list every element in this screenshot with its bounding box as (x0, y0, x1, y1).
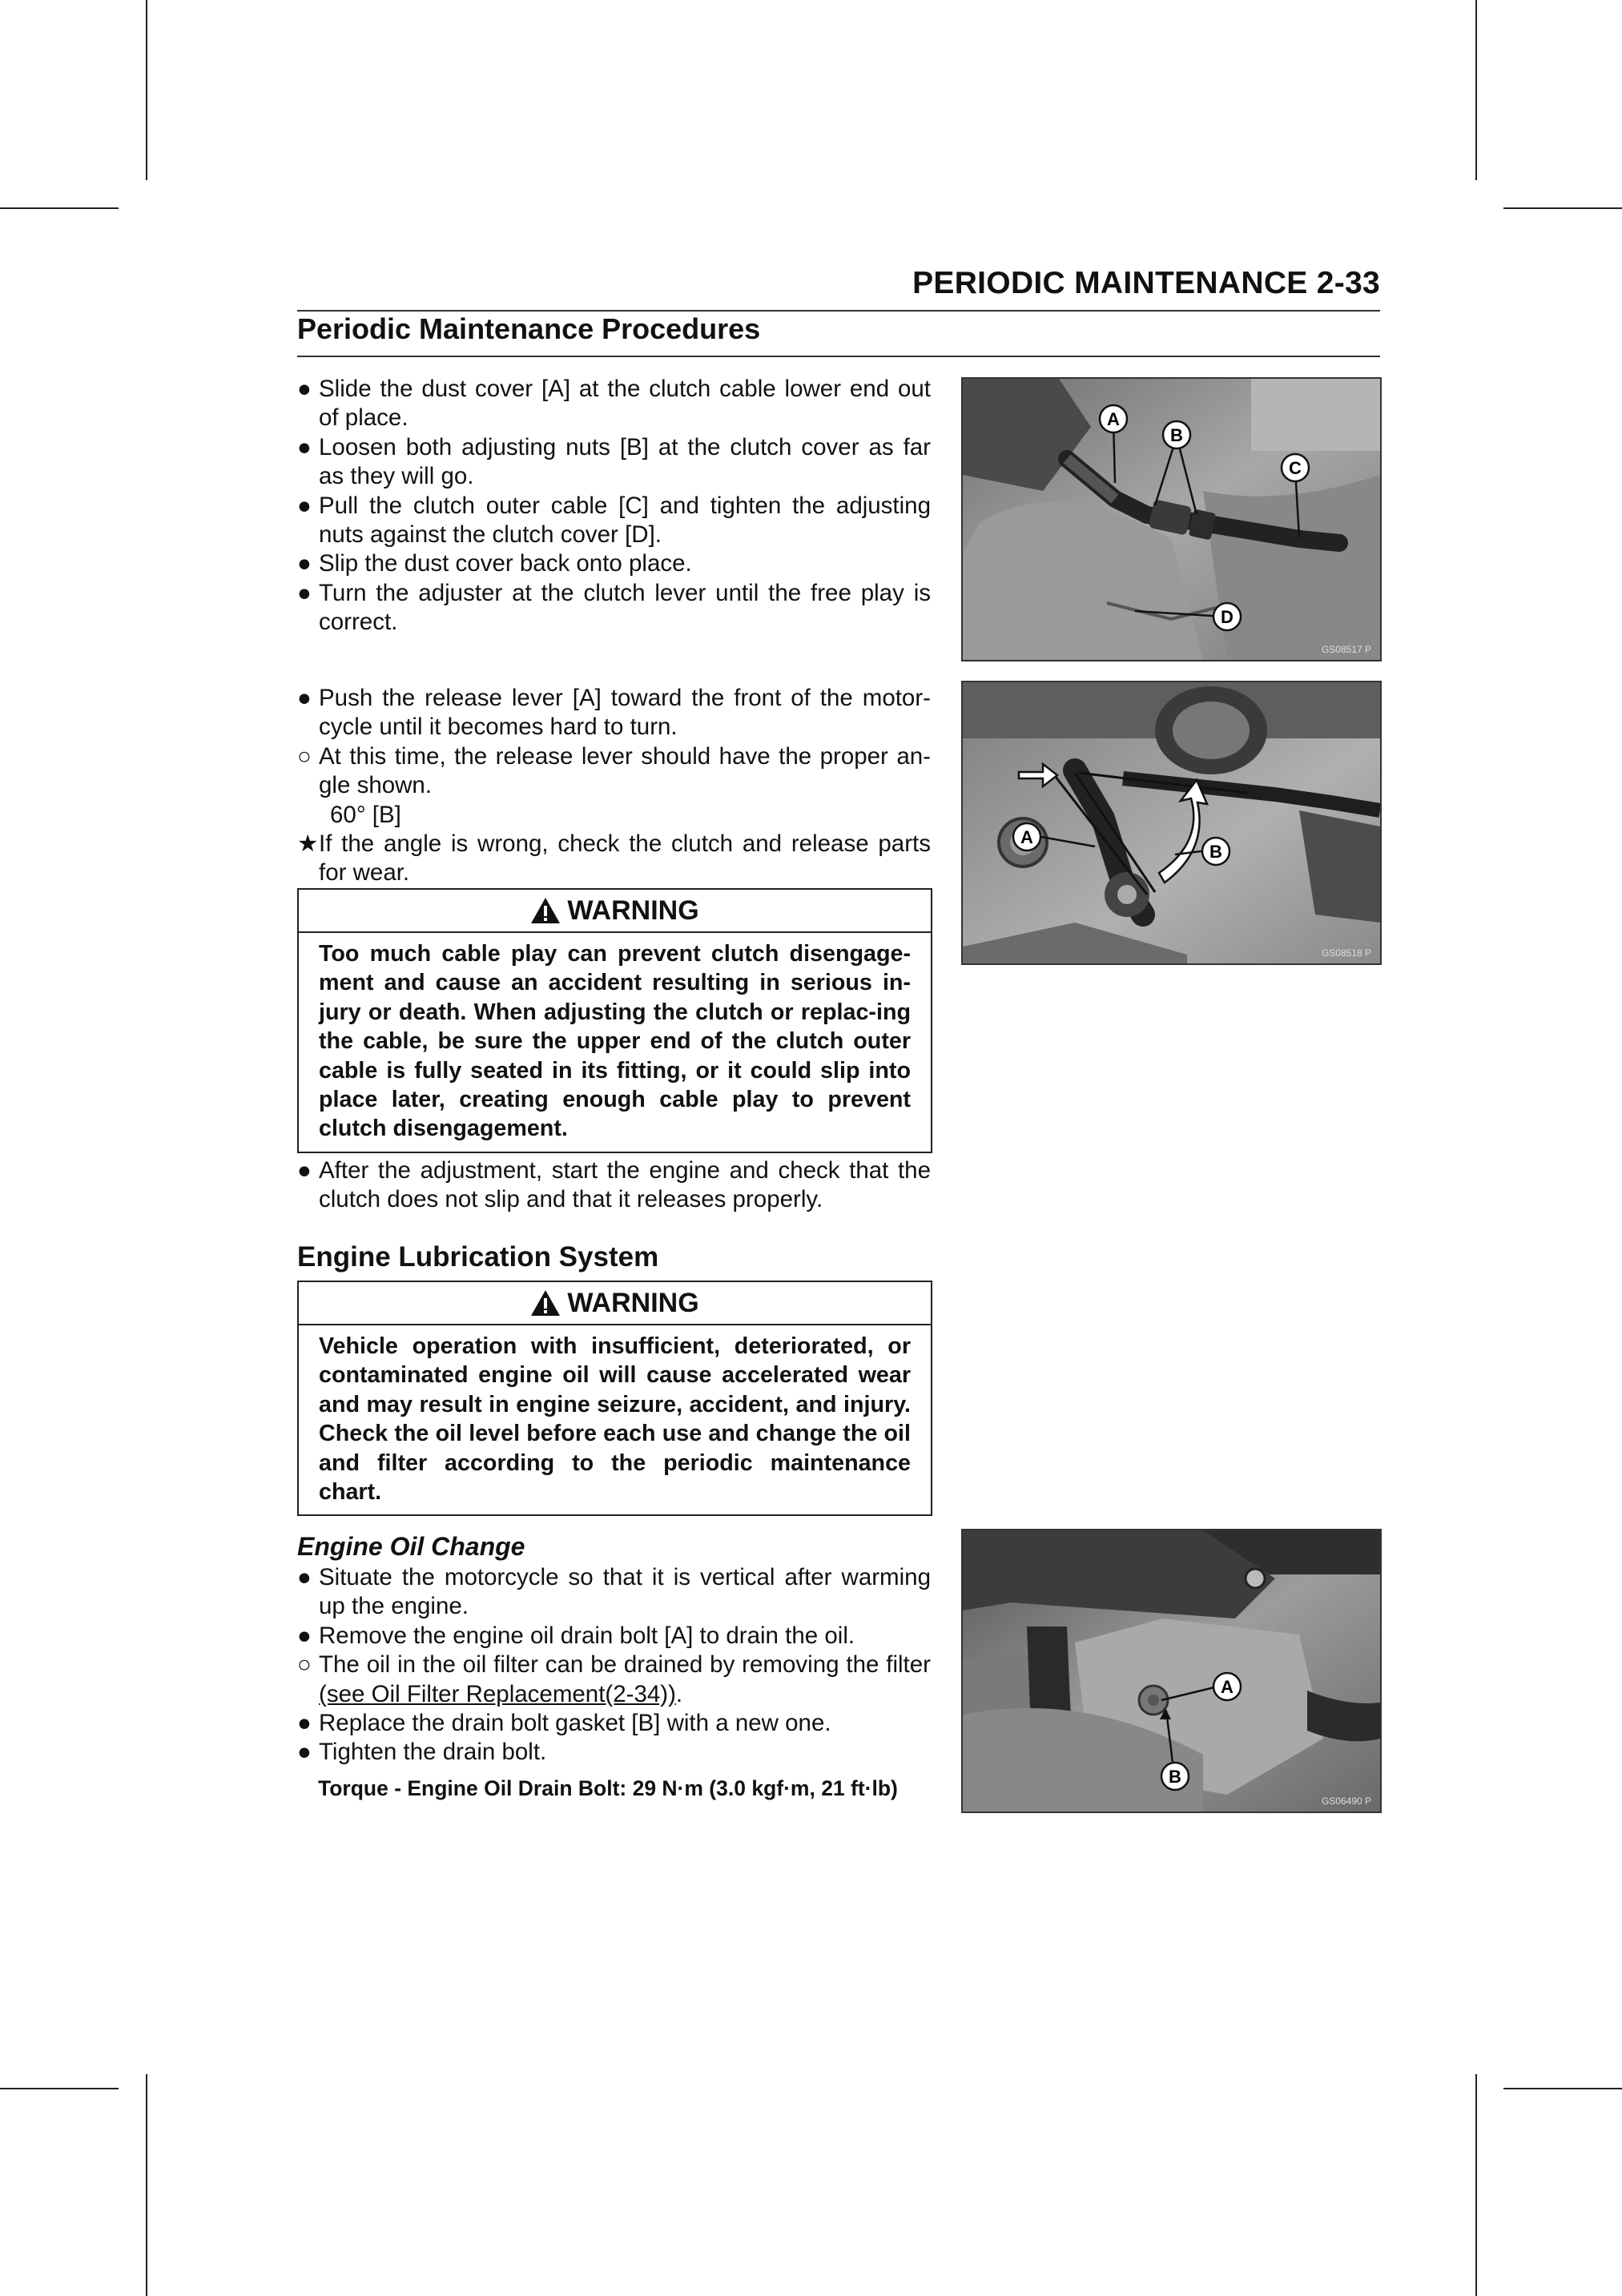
clutch-adjust-steps (297, 375, 931, 637)
figure-code: GS08517 P (1321, 644, 1371, 655)
callout-a (1013, 823, 1040, 850)
warning-label: WARNING (567, 895, 699, 926)
crop-mark (1475, 2074, 1477, 2296)
list-item (297, 433, 931, 492)
warning-text: Vehicle operation with insufficient, deteriorated, or contaminated engine oil will cause accelerated wear and may result in engine seizure, accident, and injury. Check the oil level before each use and change the oil and filter according to the periodic maintenance chart. (319, 1333, 911, 1506)
step-text: Situate the motorcycle so that it is vertical after warming up the engine. (319, 1564, 931, 1620)
warning-label: WARNING (567, 1287, 699, 1318)
crop-mark (1503, 2088, 1622, 2089)
bullet: ● (297, 492, 312, 519)
warning-box-oil (297, 1281, 932, 1516)
bullet: ● (297, 376, 312, 402)
svg-text:B: B (1209, 842, 1222, 862)
callout-a (1100, 405, 1127, 432)
conditional-item (297, 830, 931, 888)
warning-triangle-icon (530, 897, 561, 924)
figure-code: GS06490 P (1321, 1795, 1371, 1807)
clutch-cable-photo (961, 377, 1382, 661)
oil-drain-bolt-photo (961, 1529, 1382, 1813)
running-header: PERIODIC MAINTENANCE 2-33 (912, 266, 1380, 300)
bullet: ● (297, 1710, 312, 1737)
svg-text:A: A (1020, 827, 1033, 847)
list-item (297, 1563, 931, 1622)
svg-text:B: B (1170, 425, 1183, 445)
svg-text:D: D (1221, 607, 1234, 627)
bullet: ● (297, 1622, 312, 1649)
warning-heading (299, 1282, 931, 1325)
step-text: Slip the dust cover back onto place. (319, 550, 692, 577)
header-rule (297, 310, 1380, 312)
note-text: The oil in the oil filter can be drained by removing the filter (319, 1651, 931, 1679)
bullet: ● (297, 550, 312, 577)
note-text-end: . (675, 1680, 683, 1707)
warning-heading (299, 890, 931, 933)
after-adjust (297, 1156, 931, 1215)
bullet: ● (297, 685, 312, 711)
note-item (297, 1651, 931, 1709)
callout-c (1282, 454, 1309, 481)
crop-mark (0, 207, 119, 209)
svg-text:A: A (1107, 409, 1120, 429)
list-item (297, 579, 931, 637)
lubrication-heading: Engine Lubrication System (297, 1241, 659, 1273)
step-text: Remove the engine oil drain bolt [A] to drain the oil. (319, 1622, 855, 1649)
svg-text:A: A (1221, 1677, 1234, 1697)
list-item (297, 684, 931, 742)
list-item (297, 1622, 931, 1651)
list-item (297, 1156, 931, 1215)
crop-mark (0, 2088, 119, 2089)
callout-d (1213, 603, 1241, 630)
svg-text:C: C (1289, 458, 1302, 478)
figure-code: GS08518 P (1321, 947, 1371, 959)
warning-triangle-icon (530, 1289, 561, 1317)
step-text: Pull the clutch outer cable [C] and tighten the adjusting nuts against the clutch cover [D]. (319, 492, 931, 549)
note-item (297, 742, 931, 801)
crop-mark (146, 0, 147, 180)
crop-mark (1475, 0, 1477, 180)
angle-spec: 60° [B] (330, 801, 401, 828)
warning-box-clutch (297, 888, 932, 1153)
callout-b (1161, 1763, 1189, 1790)
step-text: Turn the adjuster at the clutch lever until the free play is correct. (319, 579, 931, 636)
note-mark: ○ (297, 1651, 312, 1679)
bullet: ● (297, 579, 312, 606)
star-mark: ★ (297, 830, 319, 858)
list-item (297, 375, 931, 433)
oil-change-steps (297, 1563, 931, 1767)
bullet: ● (297, 433, 312, 460)
bullet: ● (297, 1157, 312, 1184)
step-text: Tighten the drain bolt. (319, 1739, 547, 1766)
step-text: Replace the drain bolt gasket [B] with a new one. (319, 1710, 831, 1737)
torque-spec: Torque - Engine Oil Drain Bolt: 29 N·m (3.0 kgf·m, 21 ft·lb) (318, 1776, 898, 1800)
note-text: At this time, the release lever should have the proper an-gle shown. (319, 742, 931, 799)
section-title: Periodic Maintenance Procedures (297, 312, 761, 345)
list-item (297, 549, 931, 578)
release-lever-photo (961, 681, 1382, 965)
list-item (297, 1738, 931, 1767)
crop-mark (1503, 207, 1622, 209)
callout-b (1163, 421, 1190, 448)
oil-filter-replacement-link[interactable]: (see Oil Filter Replacement(2-34)) (319, 1680, 676, 1707)
oil-change-heading: Engine Oil Change (297, 1532, 525, 1561)
bullet: ● (297, 1739, 312, 1766)
conditional-text: If the angle is wrong, check the clutch and release parts for wear. (319, 830, 931, 887)
crop-mark (146, 2074, 147, 2296)
list-item (297, 492, 931, 550)
bullet: ● (297, 1564, 312, 1590)
release-lever-steps (297, 684, 931, 888)
step-text: After the adjustment, start the engine and check that the clutch does not slip and that it releases properly. (319, 1157, 931, 1213)
step-text: Push the release lever [A] toward the front of the motor-cycle until it becomes hard to turn. (319, 685, 931, 741)
warning-text: Too much cable play can prevent clutch disengage-ment and cause an accident resulting in serious in-jury or death. When adjusting the clutch or replac-ing the cable, be sure the upper end of the clutch outer cable is fully seated in its fitting, or it could slip into place later, creating enough cable play to prevent clutch disengagement. (319, 941, 911, 1142)
svg-text:B: B (1169, 1767, 1181, 1787)
step-text: Slide the dust cover [A] at the clutch cable lower end out of place. (319, 376, 931, 432)
callout-b (1202, 838, 1230, 865)
list-item (297, 1709, 931, 1738)
step-text: Loosen both adjusting nuts [B] at the clutch cover as far as they will go. (319, 433, 931, 490)
section-rule (297, 356, 1380, 357)
note-mark: ○ (297, 742, 312, 770)
callout-a (1213, 1673, 1241, 1700)
